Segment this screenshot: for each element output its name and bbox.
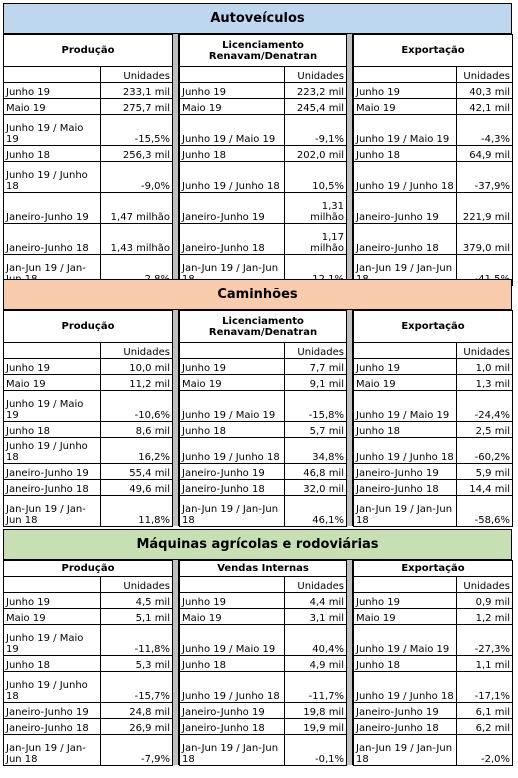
row-label: Janeiro-Junho 18 xyxy=(354,480,457,496)
row-label: Maio 19 xyxy=(4,99,101,115)
row-label: Junho 18 xyxy=(354,422,457,438)
row-value: 5,1 mil xyxy=(101,609,173,625)
table-row xyxy=(4,593,173,609)
row-label: Junho 19 / Maio 19 xyxy=(180,625,285,656)
table-row xyxy=(4,496,173,527)
empty-cell xyxy=(4,577,101,593)
row-label: Junho 19 xyxy=(180,359,285,375)
table-row xyxy=(180,438,347,464)
table-row xyxy=(4,672,173,703)
table-row xyxy=(180,162,347,193)
row-label: Junho 19 / Junho 18 xyxy=(4,672,101,703)
row-label: Junho 19 / Junho 18 xyxy=(354,672,457,703)
row-value: -15,8% xyxy=(285,391,347,422)
empty-cell xyxy=(180,577,285,593)
row-label: Janeiro-Junho 19 xyxy=(354,703,457,719)
row-label: Janeiro-Junho 19 xyxy=(180,193,285,224)
row-value: -10,6% xyxy=(101,391,173,422)
table-row xyxy=(180,359,347,375)
row-value: 64,9 mil xyxy=(457,146,513,162)
row-label: Junho 19 / Junho 18 xyxy=(180,672,285,703)
table-row xyxy=(354,735,513,766)
table-row xyxy=(180,115,347,146)
table-row xyxy=(354,193,513,224)
row-value: 42,1 mil xyxy=(457,99,513,115)
table-title: Exportação xyxy=(354,311,513,343)
row-label: Maio 19 xyxy=(4,375,101,391)
row-label: Janeiro-Junho 19 xyxy=(180,464,285,480)
row-label: Junho 19 xyxy=(4,593,101,609)
row-value: 1,0 mil xyxy=(457,359,513,375)
row-label: Janeiro-Junho 19 xyxy=(4,703,101,719)
table-row xyxy=(354,83,513,99)
row-label: Junho 18 xyxy=(4,656,101,672)
row-label: Junho 19 / Junho 18 xyxy=(4,438,101,464)
table-row xyxy=(354,609,513,625)
row-label: Janeiro-Junho 18 xyxy=(4,719,101,735)
table-title: Produção xyxy=(4,561,173,577)
row-value: 26,9 mil xyxy=(101,719,173,735)
row-label: Jan-Jun 19 / Jan-Jun xyxy=(354,255,457,286)
row-label: Junho 19 xyxy=(4,83,101,99)
row-value: 1,17 milhão xyxy=(285,224,347,255)
empty-cell xyxy=(4,343,101,359)
section-title-caminhoes: Caminhões xyxy=(3,279,512,310)
table-row xyxy=(4,146,173,162)
row-value: 1,1 mil xyxy=(457,656,513,672)
table-autoveiculos-2 xyxy=(353,34,513,286)
row-value: 1,47 milhão xyxy=(101,193,173,224)
table-maquinas-1 xyxy=(179,560,347,766)
empty-cell xyxy=(4,67,101,83)
row-value: 3,1 mil xyxy=(285,609,347,625)
empty-cell xyxy=(180,67,285,83)
row-label: Junho 19 / Maio 19 xyxy=(354,115,457,146)
row-label: Junho 19 / Junho 18 xyxy=(180,438,285,464)
table-caminhoes-2 xyxy=(353,310,513,527)
table-row xyxy=(354,99,513,115)
table-row xyxy=(354,438,513,464)
row-value: 5,7 mil xyxy=(285,422,347,438)
column-separator xyxy=(346,560,353,765)
row-value: 7,7 mil xyxy=(285,359,347,375)
table-caminhoes-1 xyxy=(179,310,347,527)
table-row xyxy=(354,162,513,193)
table-row xyxy=(354,375,513,391)
row-label: Janeiro-Junho 18 xyxy=(354,719,457,735)
unit-header: Unidades xyxy=(285,577,347,593)
table-title: Produção xyxy=(4,35,173,67)
table-row xyxy=(4,99,173,115)
row-label: Jan-Jun 19 / Jan-Jun 18 xyxy=(180,735,285,766)
table-title: Licenciamento Renavam/Denatran xyxy=(180,311,347,343)
row-label: Junho 18 xyxy=(180,656,285,672)
row-label: Janeiro-Junho 19 xyxy=(4,193,101,224)
table-row xyxy=(4,656,173,672)
table-row xyxy=(4,735,173,766)
table-row xyxy=(4,609,173,625)
table-row xyxy=(4,625,173,656)
row-label: Maio 19 xyxy=(354,99,457,115)
table-row xyxy=(180,672,347,703)
table-row xyxy=(180,496,347,527)
row-label: Junho 18 xyxy=(354,146,457,162)
row-value: 233,1 mil xyxy=(101,83,173,99)
row-value: 40,4% xyxy=(285,625,347,656)
table-row xyxy=(4,83,173,99)
row-value: -0,1% xyxy=(285,735,347,766)
row-value: 24,8 mil xyxy=(101,703,173,719)
column-separator xyxy=(346,310,353,526)
row-value: 11,2 mil xyxy=(101,375,173,391)
empty-cell xyxy=(180,343,285,359)
row-value: 221,9 mil xyxy=(457,193,513,224)
row-label: Junho 19 / Junho 18 xyxy=(4,162,101,193)
row-label: Jan-Jun 19 / Jan-Jun 18 xyxy=(354,496,457,527)
row-value: 1,43 milhão xyxy=(101,224,173,255)
table-maquinas-0 xyxy=(3,560,173,766)
row-label: Junho 19 xyxy=(4,359,101,375)
table-row xyxy=(354,496,513,527)
table-maquinas-2 xyxy=(353,560,513,766)
table-row xyxy=(4,391,173,422)
row-label: Junho 19 xyxy=(354,359,457,375)
row-value: 245,4 mil xyxy=(285,99,347,115)
row-value: -9,0% xyxy=(101,162,173,193)
row-label: Junho 19 / Maio 19 xyxy=(4,115,101,146)
row-value: 1,3 mil xyxy=(457,375,513,391)
table-row xyxy=(354,625,513,656)
table-title: Licenciamento Renavam/Denatran xyxy=(180,35,347,67)
table-row xyxy=(354,480,513,496)
table-title: Vendas Internas xyxy=(180,561,347,577)
row-value: 46,1% xyxy=(285,496,347,527)
empty-cell xyxy=(354,343,457,359)
table-row xyxy=(4,224,173,255)
row-label: Junho 18 xyxy=(180,146,285,162)
table-row xyxy=(180,83,347,99)
row-value: -58,6% xyxy=(457,496,513,527)
table-row xyxy=(180,593,347,609)
table-row xyxy=(354,719,513,735)
table-row xyxy=(354,422,513,438)
table-row xyxy=(180,719,347,735)
row-value: 6,1 mil xyxy=(457,703,513,719)
row-value: 5,3 mil xyxy=(101,656,173,672)
row-label: Junho 19 / Maio 19 xyxy=(354,391,457,422)
table-row xyxy=(4,480,173,496)
row-value: -11,8% xyxy=(101,625,173,656)
table-row xyxy=(354,703,513,719)
table-row xyxy=(4,162,173,193)
row-value: 34,8% xyxy=(285,438,347,464)
row-label: Janeiro-Junho 18 xyxy=(354,224,457,255)
row-label: Junho 19 / Junho 18 xyxy=(354,162,457,193)
row-value: 4,5 mil xyxy=(101,593,173,609)
table-row xyxy=(354,672,513,703)
section-title-autoveiculos: Autoveículos xyxy=(3,3,512,34)
row-label: Jan-Jun 19 / Jan-Jun 18 xyxy=(180,496,285,527)
row-value: -24,4% xyxy=(457,391,513,422)
row-label: Junho 19 xyxy=(180,83,285,99)
table-row xyxy=(180,735,347,766)
row-value: -15,5% xyxy=(101,115,173,146)
row-value: -27,3% xyxy=(457,625,513,656)
unit-header: Unidades xyxy=(101,577,173,593)
row-value: 0,9 mil xyxy=(457,593,513,609)
row-label: Janeiro-Junho 19 xyxy=(4,464,101,480)
row-label: Maio 19 xyxy=(4,609,101,625)
unit-header: Unidades xyxy=(457,67,513,83)
unit-header: Unidades xyxy=(285,67,347,83)
row-label: Jan-Jun 19 / Jan-Jun 18 xyxy=(4,735,101,766)
row-label: Janeiro-Junho 18 xyxy=(180,480,285,496)
table-row xyxy=(354,391,513,422)
table-row xyxy=(4,359,173,375)
row-value: 202,0 mil xyxy=(285,146,347,162)
row-value: 256,3 mil xyxy=(101,146,173,162)
row-label: Junho 19 xyxy=(354,83,457,99)
table-caminhoes-0 xyxy=(3,310,173,527)
row-value: 4,4 mil xyxy=(285,593,347,609)
column-separator xyxy=(172,560,179,765)
row-label: Junho 19 xyxy=(354,593,457,609)
unit-header: Unidades xyxy=(285,343,347,359)
section-title-maquinas: Máquinas agrícolas e rodoviárias xyxy=(3,529,512,560)
row-label: Junho 19 xyxy=(180,593,285,609)
table-row xyxy=(354,359,513,375)
row-label: Jan-Jun 19 / Jan-Jun 18 xyxy=(4,496,101,527)
row-value: -2,0% xyxy=(457,735,513,766)
table-row xyxy=(4,703,173,719)
row-value: 1,2 mil xyxy=(457,609,513,625)
table-row xyxy=(4,464,173,480)
row-value: -17,1% xyxy=(457,672,513,703)
row-label: Junho 19 / Junho 18 xyxy=(354,438,457,464)
row-label: Janeiro-Junho 19 xyxy=(180,703,285,719)
row-label: Janeiro-Junho 19 xyxy=(354,193,457,224)
row-value: 1,31 milhão xyxy=(285,193,347,224)
table-row xyxy=(180,480,347,496)
row-value: 55,4 mil xyxy=(101,464,173,480)
row-value: 5,9 mil xyxy=(457,464,513,480)
column-separator xyxy=(346,34,353,285)
row-value: 40,3 mil xyxy=(457,83,513,99)
row-value: -37,9% xyxy=(457,162,513,193)
row-value: 49,6 mil xyxy=(101,480,173,496)
row-label: Junho 18 xyxy=(180,422,285,438)
row-label: Janeiro-Junho 18 xyxy=(180,719,285,735)
empty-cell xyxy=(354,577,457,593)
row-value: 9,1 mil xyxy=(285,375,347,391)
table-row xyxy=(180,609,347,625)
unit-header: Unidades xyxy=(101,343,173,359)
table-row xyxy=(4,115,173,146)
unit-header: Unidades xyxy=(101,67,173,83)
row-value: 10,0 mil xyxy=(101,359,173,375)
row-label: Janeiro-Junho 18 xyxy=(180,224,285,255)
table-row xyxy=(180,625,347,656)
table-row xyxy=(180,422,347,438)
row-label: Maio 19 xyxy=(180,375,285,391)
row-value: 19,8 mil xyxy=(285,703,347,719)
row-label: Junho 19 / Junho 18 xyxy=(180,162,285,193)
row-value: 14,4 mil xyxy=(457,480,513,496)
row-label: Junho 19 / Maio 19 xyxy=(180,391,285,422)
row-value: 19,9 mil xyxy=(285,719,347,735)
row-value: -7,9% xyxy=(101,735,173,766)
row-value: 4,9 mil xyxy=(285,656,347,672)
row-value: 11,8% xyxy=(101,496,173,527)
table-row xyxy=(354,464,513,480)
table-row xyxy=(354,656,513,672)
table-title: Produção xyxy=(4,311,173,343)
row-label: Junho 19 / Maio 19 xyxy=(180,115,285,146)
table-row xyxy=(180,464,347,480)
table-row xyxy=(354,224,513,255)
table-row xyxy=(180,193,347,224)
column-separator xyxy=(172,310,179,526)
unit-header: Unidades xyxy=(457,577,513,593)
table-row xyxy=(180,146,347,162)
row-value: 32,0 mil xyxy=(285,480,347,496)
row-label: Jan-Jun 19 / Jan- xyxy=(4,255,101,286)
row-value: 223,2 mil xyxy=(285,83,347,99)
table-row xyxy=(180,391,347,422)
row-value: 2,5 mil xyxy=(457,422,513,438)
empty-cell xyxy=(354,67,457,83)
row-label: Junho 19 / Maio 19 xyxy=(4,391,101,422)
row-value: 46,8 mil xyxy=(285,464,347,480)
row-label: Jan-Jun 19 / Jan-Jun xyxy=(180,255,285,286)
row-label: Junho 19 / Maio 19 xyxy=(4,625,101,656)
row-value: 379,0 mil xyxy=(457,224,513,255)
row-value: -15,7% xyxy=(101,672,173,703)
row-label: Janeiro-Junho 18 xyxy=(4,480,101,496)
table-row xyxy=(180,375,347,391)
table-row xyxy=(354,593,513,609)
row-value: -11,7% xyxy=(285,672,347,703)
table-autoveiculos-0 xyxy=(3,34,173,286)
row-label: Maio 19 xyxy=(180,609,285,625)
row-label: Maio 19 xyxy=(354,375,457,391)
table-row xyxy=(354,115,513,146)
row-label: Junho 18 xyxy=(4,422,101,438)
unit-header: Unidades xyxy=(457,343,513,359)
row-label: Junho 18 xyxy=(4,146,101,162)
table-row xyxy=(180,99,347,115)
row-value: 275,7 mil xyxy=(101,99,173,115)
table-row xyxy=(4,375,173,391)
table-row xyxy=(4,438,173,464)
row-value: -60,2% xyxy=(457,438,513,464)
row-label: Janeiro-Junho 19 xyxy=(354,464,457,480)
table-row xyxy=(4,422,173,438)
row-value: 10,5% xyxy=(285,162,347,193)
table-autoveiculos-1 xyxy=(179,34,347,286)
row-label: Jan-Jun 19 / Jan-Jun 18 xyxy=(354,735,457,766)
table-row xyxy=(180,703,347,719)
row-value: -9,1% xyxy=(285,115,347,146)
table-row xyxy=(4,193,173,224)
table-row xyxy=(4,719,173,735)
row-value: 16,2% xyxy=(101,438,173,464)
table-row xyxy=(180,224,347,255)
row-label: Maio 19 xyxy=(180,99,285,115)
row-label: Maio 19 xyxy=(354,609,457,625)
row-label: Junho 18 xyxy=(354,656,457,672)
column-separator xyxy=(172,34,179,285)
table-title: Exportação xyxy=(354,561,513,577)
row-value: -4,3% xyxy=(457,115,513,146)
row-label: Janeiro-Junho 18 xyxy=(4,224,101,255)
table-title: Exportação xyxy=(354,35,513,67)
row-value: 8,6 mil xyxy=(101,422,173,438)
row-value: 6,2 mil xyxy=(457,719,513,735)
table-row xyxy=(354,146,513,162)
table-row xyxy=(180,656,347,672)
row-label: Junho 19 / Maio 19 xyxy=(354,625,457,656)
